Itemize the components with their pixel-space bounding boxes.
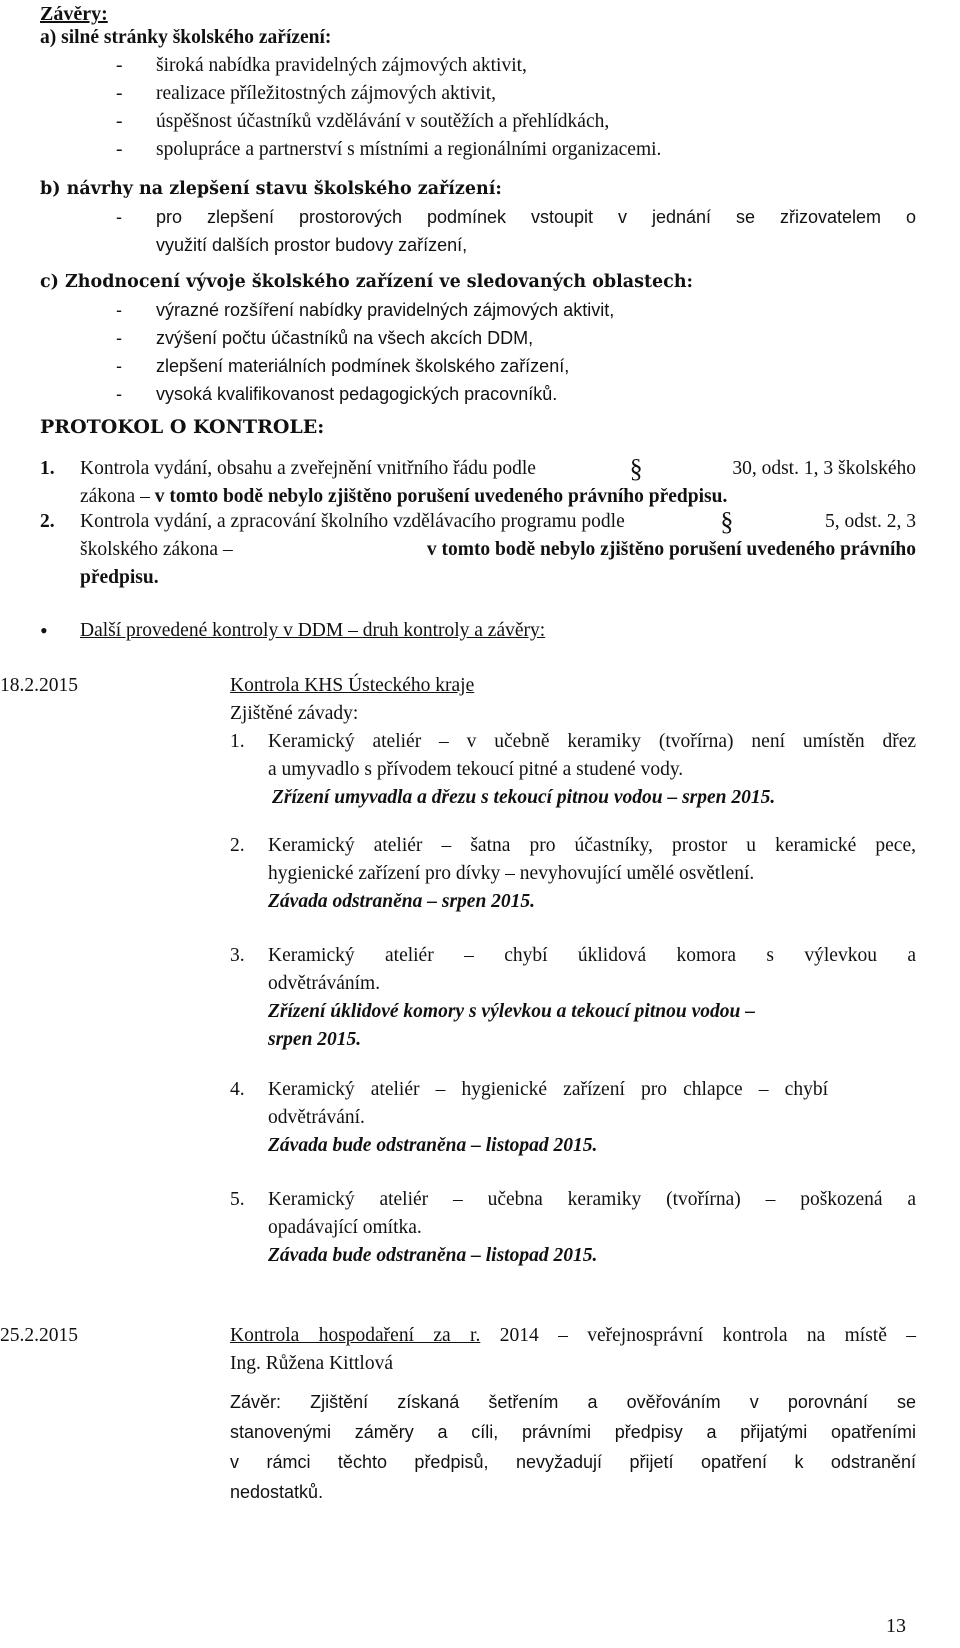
finding-1: 1. Keramický ateliér – v učebně keramiky (tvořírna) není umístěn dřez a umyvadlo s přívodem tekoucí pitné a studené vody. Zřízení umyvadla a dřezu s tekoucí pitnou vodou – srpen 2015. bbox=[230, 731, 916, 808]
finding-4: 4. Keramický ateliér – hygienické zařízení pro chlapce – chybí odvětrávání. Závada bude odstraněna – listopad 2015. bbox=[230, 1079, 828, 1156]
list-item: - zlepšení materiálních podmínek školského zařízení, bbox=[116, 356, 570, 376]
list-item: - realizace příležitostných zájmových aktivit, bbox=[116, 83, 497, 104]
finding-2: 2. Keramický ateliér – šatna pro účastníky, prostor u keramické pece, hygienické zařízení pro dívky – nevyhovující umělé osvětlení. Závada odstraněna – srpen 2015. bbox=[230, 835, 916, 912]
section-sign-icon: § bbox=[720, 507, 734, 536]
control-date: 18.2.2015 bbox=[0, 675, 78, 696]
other-controls-heading: • Další provedené kontroly v DDM – druh kontroly a závěry: bbox=[40, 618, 546, 643]
list-item: - spolupráce a partnerství s místními a regionálními organizacemi. bbox=[116, 139, 662, 160]
bullet-icon: • bbox=[40, 618, 48, 643]
conclusions-heading: Závěry: bbox=[40, 3, 108, 25]
list-item: - zvýšení počtu účastníků na všech akcích DDM, bbox=[116, 328, 534, 348]
finding-5: 5. Keramický ateliér – učebna keramiky (tvořírna) – poškozená a opadávající omítka. Závada bude odstraněna – listopad 2015. bbox=[230, 1189, 916, 1266]
control-conclusion: Závěr: Zjištění získaná šetřením a ověřováním v porovnání se stanovenými záměry a cíli, právními předpisy a přijatými opatřeními v rámci těchto předpisů, nevyžadují přijetí opatření k odstranění nedostatků. bbox=[230, 1392, 916, 1502]
protocol-heading: PROTOKOL O KONTROLE: bbox=[40, 416, 325, 438]
control-date: 25.2.2015 bbox=[0, 1325, 78, 1346]
control-subtitle: Zjištěné závady: bbox=[230, 703, 359, 724]
list-item: - úspěšnost účastníků vzdělávání v soutěžích a přehlídkách, bbox=[116, 111, 610, 132]
page-number: 13 bbox=[886, 1615, 906, 1637]
protocol-item-1: 1. Kontrola vydání, obsahu a zveřejnění vnitřního řádu podle § 30, odst. 1, 3 školského zákona – v tomto bodě nebylo zjištěno porušení uvedeného právního předpisu. bbox=[40, 454, 916, 507]
section-a-title: a) silné stránky školského zařízení: bbox=[40, 27, 332, 48]
list-item: - široká nabídka pravidelných zájmových aktivit, bbox=[116, 55, 527, 76]
section-a-list bbox=[116, 52, 916, 164]
list-item: - pro zlepšení prostorových podmínek vstoupit v jednání se zřizovatelem o bbox=[116, 207, 916, 227]
control-title: Kontrola KHS Ústeckého kraje bbox=[230, 675, 475, 696]
list-item: - výrazné rozšíření nabídky pravidelných zájmových aktivit, bbox=[116, 300, 615, 320]
section-sign-icon: § bbox=[629, 454, 643, 483]
section-c-title: c) Zhodnocení vývoje školského zařízení ve sledovaných oblastech: bbox=[40, 272, 694, 292]
control-title: Kontrola hospodaření za r. 2014 – veřejnosprávní kontrola na místě – Ing. Růžena Kittlová bbox=[230, 1325, 916, 1374]
section-c-list bbox=[116, 296, 916, 408]
protocol-item-2: 2. Kontrola vydání, a zpracování školního vzdělávacího programu podle § 5, odst. 2, 3 školského zákona – v tomto bodě nebylo zjištěno porušení uvedeného právního předpisu. bbox=[40, 507, 916, 588]
section-b-list: - pro zlepšení prostorových podmínek vstoupit v jednání se zřizovatelem o využití dalších prostor budovy zařízení, bbox=[116, 203, 916, 259]
finding-3: 3. Keramický ateliér – chybí úklidová komora s výlevkou a odvětráváním. Zřízení úklidové komory s výlevkou a tekoucí pitnou vodou – srpen 2015. bbox=[230, 945, 916, 1050]
list-item: - vysoká kvalifikovanost pedagogických pracovníků. bbox=[116, 384, 558, 404]
section-b-title: b) návrhy na zlepšení stavu školského zařízení: bbox=[40, 179, 502, 199]
